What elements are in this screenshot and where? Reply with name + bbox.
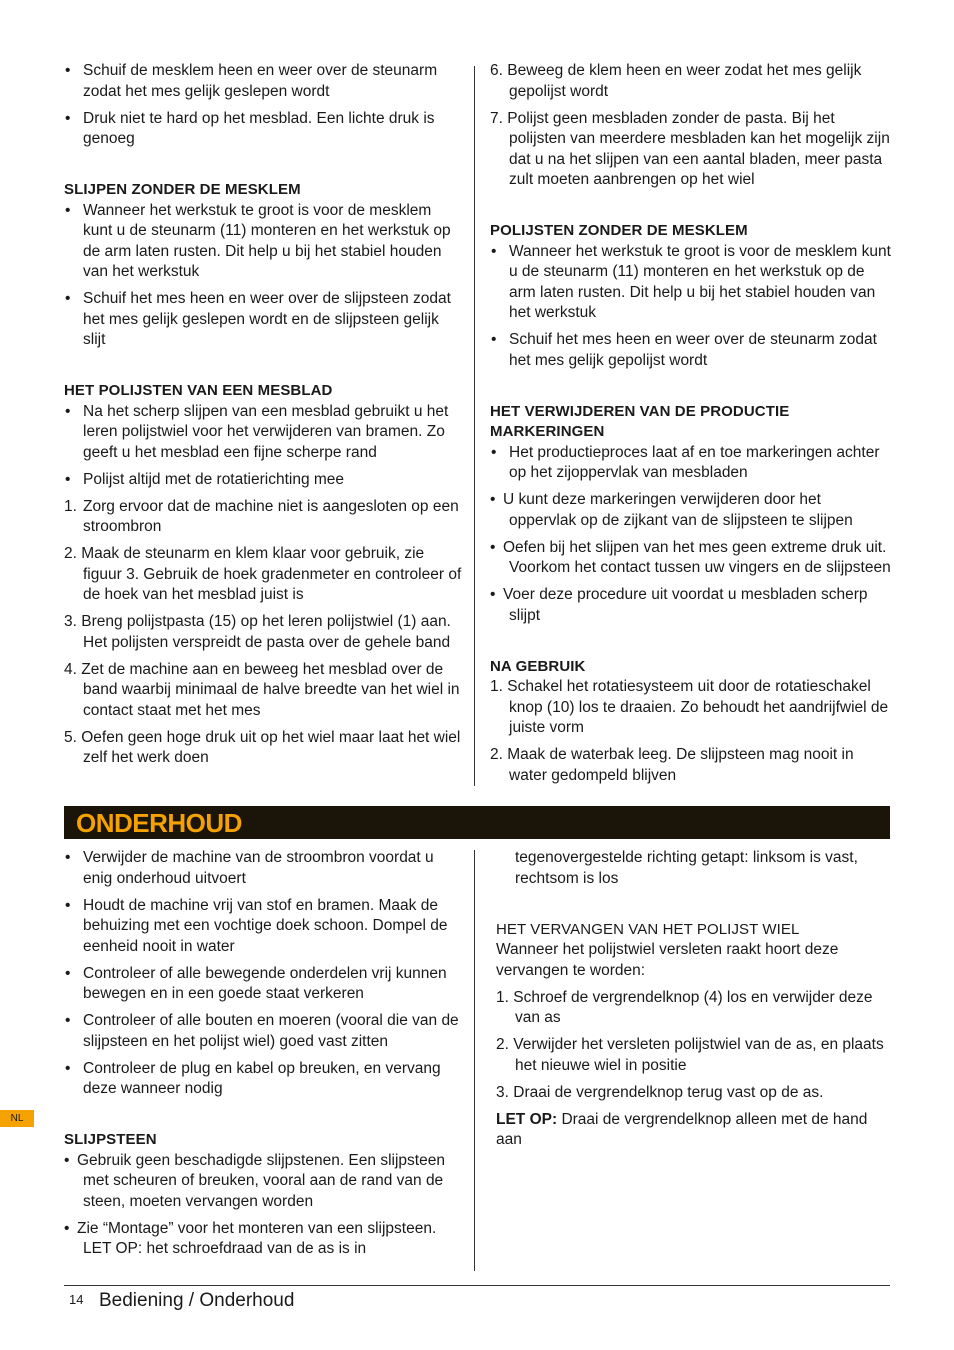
list-item: • Schuif het mes heen en weer over de slijpsteen zodat het mes gelijk geslepen wordt en de slijpsteen gelijk slijt [65, 290, 451, 348]
note [496, 1110, 892, 1151]
numbered-step: 1. Zorg ervoor dat de machine niet is aangesloten op een stroombron [64, 497, 459, 535]
section-heading: HET VERWIJDEREN VAN DE PRODUCTIE MARKERINGEN [490, 402, 790, 440]
numbered-step: 6. Beweeg de klem heen en weer zodat het mes gelijk gepolijst wordt [490, 62, 862, 100]
list-item: • Het productieproces laat af en toe markeringen achter op het zijoppervlak van mesbladen [491, 443, 880, 481]
column-divider [474, 66, 475, 786]
footer-rule [64, 1285, 890, 1286]
banner-title: ONDERHOUD [76, 808, 242, 838]
bottom-right-column [496, 848, 892, 1151]
numbered-step: 3. Breng polijstpasta (15) op het leren polijstwiel (1) aan. Het polijsten verspreidt de pasta over de gehele band [64, 613, 451, 651]
list-item: • Schuif het mes heen en weer over de steunarm zodat het mes gelijk gepolijst wordt [491, 331, 877, 369]
list-item: • Verwijder de machine van de stroombron voordat u enig onderhoud uitvoert [65, 849, 434, 887]
list-item: • Oefen bij het slijpen van het mes geen extreme druk uit. Voorkom het contact tussen uw vingers en de slijpsteen [490, 538, 891, 576]
list-item: • Voer deze procedure uit voordat u mesbladen scherp slijpt [490, 586, 868, 624]
section-heading: SLIJPEN ZONDER DE MESKLEM [64, 181, 301, 198]
numbered-step: 4. Zet de machine aan en beweeg het mesblad over de band waarbij minimaal de halve breedte van het wiel in contact staat met het mes [64, 660, 460, 719]
section-banner [64, 806, 890, 839]
footer-title: Bediening / Onderhoud [99, 1290, 295, 1311]
note-text: Draai de vergrendelknop alleen met de hand aan [496, 1110, 868, 1148]
section-heading: SLIJPSTEEN [64, 1131, 157, 1148]
top-right-column [490, 61, 892, 793]
list-item: • Zie “Montage” voor het monteren van een slijpsteen. LET OP: het schroefdraad van de as is in [64, 1219, 437, 1257]
numbered-step: 2. Maak de waterbak leeg. De slijpsteen mag nooit in water gedompeld blijven [490, 746, 854, 784]
numbered-step: 5. Oefen geen hoge druk uit op het wiel maar laat het wiel zelf het werk doen [64, 728, 461, 766]
list-item: • Houdt de machine vrij van stof en bramen. Maak de behuizing met een vochtige doek schoon. Dompel de eenheid nooit in water [65, 896, 448, 955]
list-item: • Controleer of alle bewegende onderdelen vrij kunnen bewegen en in een goede staat verkeren [65, 964, 447, 1002]
list-item: • Na het scherp slijpen van een mesblad gebruikt u het leren polijstwiel voor het verwijderen van bramen. Zo geeft u het mesblad een fijne scherpe rand [65, 402, 449, 461]
list-item: • Wanneer het werkstuk te groot is voor de mesklem kunt u de steunarm (11) monteren en het werkstuk op de arm laten rusten. Dit help u bij het stabiel houden van het werkstuk [65, 201, 451, 280]
column-divider [474, 850, 475, 1271]
continuation-text: tegenovergestelde richting getapt: linksom is vast, rechtsom is los [515, 849, 858, 887]
list-item: • Controleer of alle bouten en moeren (vooral die van de slijpsteen en het polijst wiel) goed vast zitten [65, 1012, 459, 1050]
bottom-left-column [64, 848, 464, 1266]
numbered-step: 7. Polijst geen mesbladen zonder de pasta. Bij het polijsten van meerdere mesbladen kan het mogelijk zijn dat u na het slijpen van een aantal bladen, meer pasta zult moeten aanbrengen op het wiel [490, 109, 890, 188]
language-tab: NL [0, 1110, 34, 1127]
numbered-step: 3. Draai de vergrendelknop terug vast op de as. [496, 1083, 824, 1101]
numbered-step: 1. Schakel het rotatiesysteem uit door de rotatieschakel knop (10) los te draaien. Zo behoudt het aandrijfwiel de juiste vorm [490, 678, 889, 736]
list-item: • Schuif de mesklem heen en weer over de steunarm zodat het mes gelijk geslepen wordt [65, 62, 438, 100]
list-item: • Druk niet te hard op het mesblad. Een lichte druk is genoeg [65, 109, 435, 147]
top-left-column [64, 61, 464, 775]
intro-text: Wanneer het polijstwiel versleten raakt hoort deze vervangen te worden: [496, 941, 839, 979]
list-item: • Polijst altijd met de rotatierichting mee [65, 470, 345, 488]
numbered-step: 2. Verwijder het versleten polijstwiel van de as, en plaats het nieuwe wiel in positie [496, 1036, 884, 1074]
list-item: • Controleer de plug en kabel op breuken, en vervang deze wanneer nodig [65, 1059, 441, 1097]
section-heading: NA GEBRUIK [490, 657, 586, 675]
list-item: • Wanneer het werkstuk te groot is voor de mesklem kunt u de steunarm (11) monteren en het werkstuk op de arm laten rusten. Dit help u bij het stabiel houden van het werkstuk [491, 242, 891, 321]
page-number: 14 [69, 1292, 84, 1307]
list-item: • Gebruik geen beschadigde slijpstenen. Een slijpsteen met scheuren of breuken, vooral aan de rand van de steen, moeten vervangen worden [64, 1151, 445, 1210]
section-heading: HET POLIJSTEN VAN EEN MESBLAD [64, 382, 333, 399]
list-item: • U kunt deze markeringen verwijderen door het oppervlak op de zijkant van de slijpsteen te slijpen [490, 491, 853, 529]
section-heading: HET VERVANGEN VAN HET POLIJST WIEL [496, 920, 800, 938]
note-label: LET OP: [496, 1110, 558, 1128]
numbered-step: 1. Schroef de vergrendelknop (4) los en verwijder deze van as [496, 988, 873, 1026]
section-heading: POLIJSTEN ZONDER DE MESKLEM [490, 222, 748, 239]
numbered-step: 2. Maak de steunarm en klem klaar voor gebruik, zie figuur 3. Gebruik de hoek gradenmeter en controleer of de hoek van het mesblad juist is [64, 545, 462, 603]
